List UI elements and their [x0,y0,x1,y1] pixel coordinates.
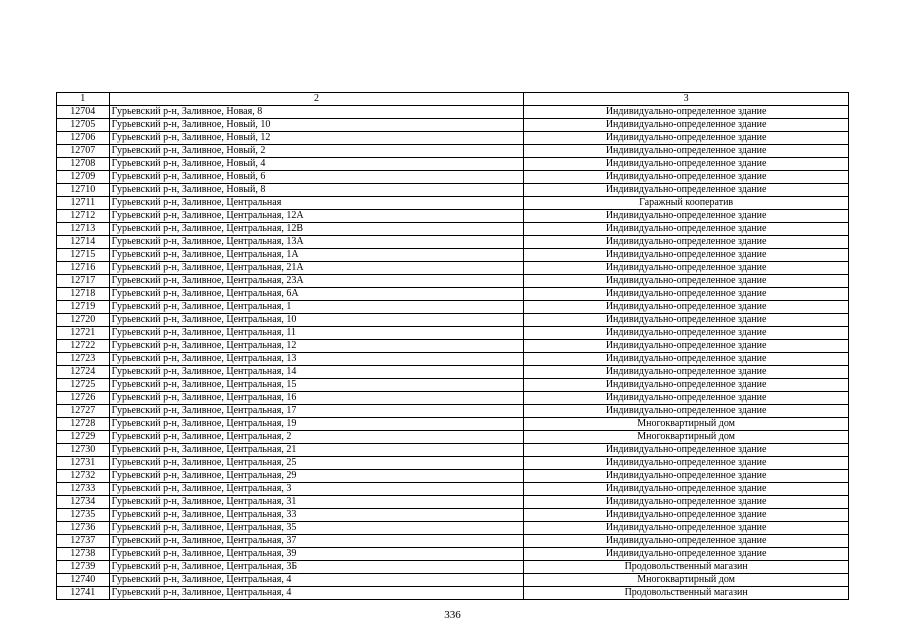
table-row [57,327,849,340]
record-id-cell: 12726 [57,392,110,405]
table-body [57,93,849,600]
object-type-cell: Индивидуально-определенное здание [524,210,849,223]
address-cell: Гурьевский р-н, Заливное, Центральная, 35 [109,522,524,535]
address-cell: Гурьевский р-н, Заливное, Центральная, 3 [109,483,524,496]
object-type-cell: Индивидуально-определенное здание [524,158,849,171]
table-row [57,405,849,418]
table-row [57,184,849,197]
table-row [57,379,849,392]
table-row [57,431,849,444]
object-type-cell: Многоквартирный дом [524,574,849,587]
record-id-cell: 12723 [57,353,110,366]
table-row [57,314,849,327]
table-header-row [57,93,849,106]
address-cell: Гурьевский р-н, Заливное, Центральная, 1 [109,301,524,314]
page-number: 336 [444,609,461,621]
record-id-cell: 12729 [57,431,110,444]
address-cell: Гурьевский р-н, Заливное, Центральная, 6А [109,288,524,301]
record-id-cell: 12722 [57,340,110,353]
address-cell: Гурьевский р-н, Заливное, Центральная, 16 [109,392,524,405]
object-type-cell: Многоквартирный дом [524,431,849,444]
address-cell: Гурьевский р-н, Заливное, Центральная, 3Б [109,561,524,574]
address-cell: Гурьевский р-н, Заливное, Центральная, 21А [109,262,524,275]
table-row [57,470,849,483]
record-id-cell: 12707 [57,145,110,158]
address-cell: Гурьевский р-н, Заливное, Новый, 4 [109,158,524,171]
table-row [57,587,849,600]
record-id-cell: 12708 [57,158,110,171]
object-type-cell: Индивидуально-определенное здание [524,132,849,145]
address-cell: Гурьевский р-н, Заливное, Центральная, 33 [109,509,524,522]
object-type-cell: Индивидуально-определенное здание [524,119,849,132]
record-id-cell: 12731 [57,457,110,470]
record-id-cell: 12725 [57,379,110,392]
record-id-cell: 12721 [57,327,110,340]
address-cell: Гурьевский р-н, Заливное, Центральная, 14 [109,366,524,379]
object-type-cell: Индивидуально-определенное здание [524,353,849,366]
address-cell: Гурьевский р-н, Заливное, Центральная, 15 [109,379,524,392]
object-type-cell: Индивидуально-определенное здание [524,184,849,197]
address-cell: Гурьевский р-н, Заливное, Центральная, 29 [109,470,524,483]
record-id-cell: 12739 [57,561,110,574]
address-cell: Гурьевский р-н, Заливное, Новый, 2 [109,145,524,158]
object-type-cell: Индивидуально-определенное здание [524,444,849,457]
address-cell: Гурьевский р-н, Заливное, Центральная, 13А [109,236,524,249]
address-cell: Гурьевский р-н, Заливное, Центральная, 1А [109,249,524,262]
address-cell: Гурьевский р-н, Заливное, Центральная, 21 [109,444,524,457]
object-type-cell: Многоквартирный дом [524,418,849,431]
object-type-cell: Индивидуально-определенное здание [524,223,849,236]
address-cell: Гурьевский р-н, Заливное, Центральная, 19 [109,418,524,431]
object-type-cell: Индивидуально-определенное здание [524,340,849,353]
address-cell: Гурьевский р-н, Заливное, Центральная, 13 [109,353,524,366]
record-id-cell: 12724 [57,366,110,379]
table-row [57,197,849,210]
table-row [57,106,849,119]
column-header-3: 3 [524,93,849,106]
object-type-cell: Продовольственный магазин [524,561,849,574]
table-row [57,132,849,145]
object-type-cell: Индивидуально-определенное здание [524,379,849,392]
table-row [57,509,849,522]
table-row [57,223,849,236]
record-id-cell: 12740 [57,574,110,587]
record-id-cell: 12720 [57,314,110,327]
object-type-cell: Индивидуально-определенное здание [524,457,849,470]
table-row [57,119,849,132]
address-cell: Гурьевский р-н, Заливное, Центральная, 2 [109,431,524,444]
table-row [57,548,849,561]
object-type-cell: Индивидуально-определенное здание [524,522,849,535]
record-id-cell: 12734 [57,496,110,509]
address-cell: Гурьевский р-н, Заливное, Центральная, 12В [109,223,524,236]
record-id-cell: 12718 [57,288,110,301]
object-type-cell: Гаражный кооператив [524,197,849,210]
table-row [57,457,849,470]
object-type-cell: Индивидуально-определенное здание [524,496,849,509]
property-table [56,92,849,600]
object-type-cell: Индивидуально-определенное здание [524,288,849,301]
table-row [57,366,849,379]
table-row [57,496,849,509]
record-id-cell: 12728 [57,418,110,431]
table-row [57,340,849,353]
record-id-cell: 12716 [57,262,110,275]
table-row [57,288,849,301]
object-type-cell: Индивидуально-определенное здание [524,548,849,561]
table-row [57,535,849,548]
address-cell: Гурьевский р-н, Заливное, Центральная [109,197,524,210]
table-row [57,444,849,457]
record-id-cell: 12738 [57,548,110,561]
table-row [57,171,849,184]
record-id-cell: 12719 [57,301,110,314]
object-type-cell: Продовольственный магазин [524,587,849,600]
address-cell: Гурьевский р-н, Заливное, Центральная, 37 [109,535,524,548]
object-type-cell: Индивидуально-определенное здание [524,301,849,314]
object-type-cell: Индивидуально-определенное здание [524,392,849,405]
address-cell: Гурьевский р-н, Заливное, Центральная, 11 [109,327,524,340]
table-row [57,353,849,366]
record-id-cell: 12710 [57,184,110,197]
address-cell: Гурьевский р-н, Заливное, Центральная, 31 [109,496,524,509]
record-id-cell: 12713 [57,223,110,236]
object-type-cell: Индивидуально-определенное здание [524,171,849,184]
record-id-cell: 12705 [57,119,110,132]
object-type-cell: Индивидуально-определенное здание [524,314,849,327]
record-id-cell: 12727 [57,405,110,418]
record-id-cell: 12732 [57,470,110,483]
address-cell: Гурьевский р-н, Заливное, Новый, 10 [109,119,524,132]
table-row [57,275,849,288]
record-id-cell: 12704 [57,106,110,119]
object-type-cell: Индивидуально-определенное здание [524,327,849,340]
object-type-cell: Индивидуально-определенное здание [524,509,849,522]
record-id-cell: 12709 [57,171,110,184]
column-header-2: 2 [109,93,524,106]
table-row [57,418,849,431]
object-type-cell: Индивидуально-определенное здание [524,249,849,262]
table-row [57,262,849,275]
table-row [57,574,849,587]
record-id-cell: 12736 [57,522,110,535]
record-id-cell: 12730 [57,444,110,457]
address-cell: Гурьевский р-н, Заливное, Центральная, 4 [109,574,524,587]
address-cell: Гурьевский р-н, Заливное, Центральная, 4 [109,587,524,600]
record-id-cell: 12737 [57,535,110,548]
address-cell: Гурьевский р-н, Заливное, Новая, 8 [109,106,524,119]
table-row [57,483,849,496]
object-type-cell: Индивидуально-определенное здание [524,366,849,379]
record-id-cell: 12735 [57,509,110,522]
record-id-cell: 12706 [57,132,110,145]
record-id-cell: 12715 [57,249,110,262]
table-row [57,522,849,535]
address-cell: Гурьевский р-н, Заливное, Центральная, 12А [109,210,524,223]
object-type-cell: Индивидуально-определенное здание [524,405,849,418]
table-row [57,301,849,314]
object-type-cell: Индивидуально-определенное здание [524,535,849,548]
object-type-cell: Индивидуально-определенное здание [524,236,849,249]
table-row [57,561,849,574]
address-cell: Гурьевский р-н, Заливное, Новый, 6 [109,171,524,184]
address-cell: Гурьевский р-н, Заливное, Центральная, 25 [109,457,524,470]
object-type-cell: Индивидуально-определенное здание [524,470,849,483]
object-type-cell: Индивидуально-определенное здание [524,106,849,119]
table-row [57,236,849,249]
object-type-cell: Индивидуально-определенное здание [524,262,849,275]
address-cell: Гурьевский р-н, Заливное, Новый, 12 [109,132,524,145]
object-type-cell: Индивидуально-определенное здание [524,483,849,496]
table-row [57,210,849,223]
record-id-cell: 12717 [57,275,110,288]
address-cell: Гурьевский р-н, Заливное, Центральная, 12 [109,340,524,353]
table-row [57,249,849,262]
record-id-cell: 12712 [57,210,110,223]
record-id-cell: 12733 [57,483,110,496]
record-id-cell: 12714 [57,236,110,249]
table-row [57,145,849,158]
record-id-cell: 12711 [57,197,110,210]
object-type-cell: Индивидуально-определенное здание [524,275,849,288]
address-cell: Гурьевский р-н, Заливное, Центральная, 10 [109,314,524,327]
object-type-cell: Индивидуально-определенное здание [524,145,849,158]
table-row [57,158,849,171]
address-cell: Гурьевский р-н, Заливное, Центральная, 39 [109,548,524,561]
address-cell: Гурьевский р-н, Заливное, Центральная, 23А [109,275,524,288]
column-header-1: 1 [57,93,110,106]
record-id-cell: 12741 [57,587,110,600]
table-row [57,392,849,405]
address-cell: Гурьевский р-н, Заливное, Новый, 8 [109,184,524,197]
address-cell: Гурьевский р-н, Заливное, Центральная, 17 [109,405,524,418]
